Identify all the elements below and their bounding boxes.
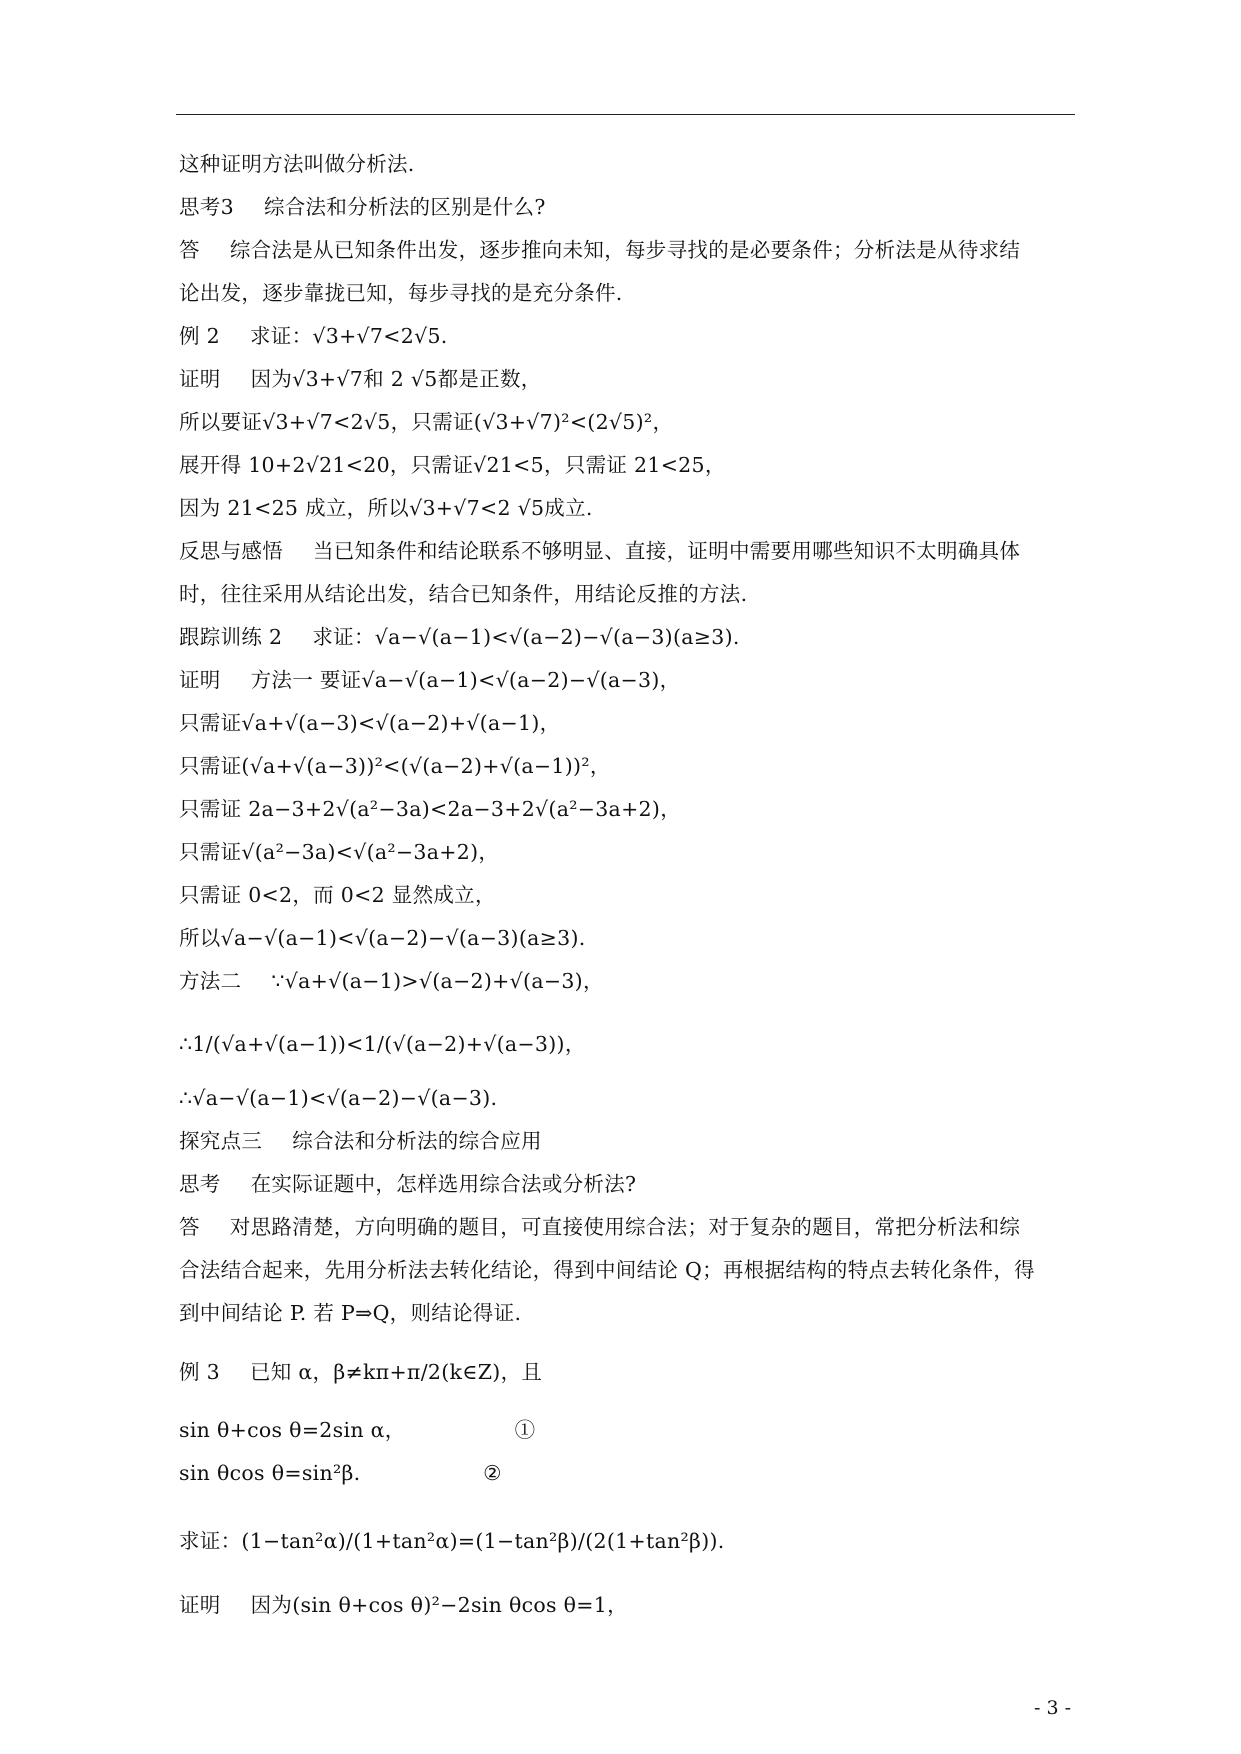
text-line: 探究点三 综合法和分析法的综合应用 (179, 1129, 542, 1153)
text-line: 求证：(1−tan²α)/(1+tan²α)=(1−tan²β)/(2(1+tan²β)). (179, 1529, 725, 1553)
text-line: 只需证√(a²−3a)<√(a²−3a+2)， (179, 840, 500, 864)
text-line: 只需证 0<2，而 0<2 显然成立， (179, 883, 496, 907)
text-line: 答 对思路清楚，方向明确的题目，可直接使用综合法；对于复杂的题目，常把分析法和综 (179, 1215, 1021, 1239)
text-line: 跟踪训练 2 求证：√a−√(a−1)<√(a−2)−√(a−3)(a≥3). (179, 625, 740, 649)
text-line: ∴√a−√(a−1)<√(a−2)−√(a−3). (179, 1086, 498, 1110)
text-line: 论出发，逐步靠拢已知，每步寻找的是充分条件. (179, 281, 623, 305)
text-line: 因为 21<25 成立，所以√3+√7<2 √5成立. (179, 496, 593, 520)
text-line: 所以要证√3+√7<2√5，只需证(√3+√7)²<(2√5)²， (179, 410, 674, 434)
text-line: 证明 方法一 要证√a−√(a−1)<√(a−2)−√(a−3)， (179, 668, 681, 692)
text-line: 反思与感悟 当已知条件和结论联系不够明显、直接，证明中需要用哪些知识不太明确具体 (179, 539, 1021, 563)
text-line: sin θcos θ=sin²β. ② (179, 1461, 502, 1485)
text-line: 例 2 求证：√3+√7<2√5. (179, 324, 448, 348)
header-rule (176, 114, 1075, 115)
text-line: 所以√a−√(a−1)<√(a−2)−√(a−3)(a≥3). (179, 926, 586, 950)
text-line: 时，往往采用从结论出发，结合已知条件，用结论反推的方法. (179, 582, 748, 606)
text-line: 例 3 已知 α，β≠kπ+π/2(k∈Z)，且 (179, 1360, 543, 1384)
text-line: 证明 因为√3+√7和 2 √5都是正数， (179, 367, 542, 391)
text-line: 只需证 2a−3+2√(a²−3a)<2a−3+2√(a²−3a+2)， (179, 797, 681, 821)
text-line: sin θ+cos θ=2sin α， ① (179, 1418, 536, 1442)
text-line: 合法结合起来，先用分析法去转化结论，得到中间结论 Q；再根据结构的特点去转化条件，得 (179, 1258, 1035, 1282)
text-line: 只需证(√a+√(a−3))²<(√(a−2)+√(a−1))²， (179, 754, 611, 778)
text-line: 证明 因为(sin θ+cos θ)²−2sin θcos θ=1， (179, 1593, 628, 1617)
page-number: - 3 - (1033, 1697, 1071, 1719)
text-line: 展开得 10+2√21<20，只需证√21<5，只需证 21<25， (179, 453, 726, 477)
text-line: 思考 在实际证题中，怎样选用综合法或分析法? (179, 1172, 637, 1196)
text-line: 方法二 ∵√a+√(a−1)>√(a−2)+√(a−3)， (179, 969, 604, 993)
text-line: 到中间结论 P. 若 P⇒Q，则结论得证. (179, 1301, 522, 1325)
text-line: 答 综合法是从已知条件出发，逐步推向未知，每步寻找的是必要条件；分析法是从待求结 (179, 238, 1021, 262)
text-line: 这种证明方法叫做分析法. (179, 152, 415, 176)
text-line: 思考3 综合法和分析法的区别是什么? (179, 195, 546, 219)
text-line: ∴1/(√a+√(a−1))<1/(√(a−2)+√(a−3))， (179, 1032, 586, 1056)
text-line: 只需证√a+√(a−3)<√(a−2)+√(a−1)， (179, 711, 561, 735)
